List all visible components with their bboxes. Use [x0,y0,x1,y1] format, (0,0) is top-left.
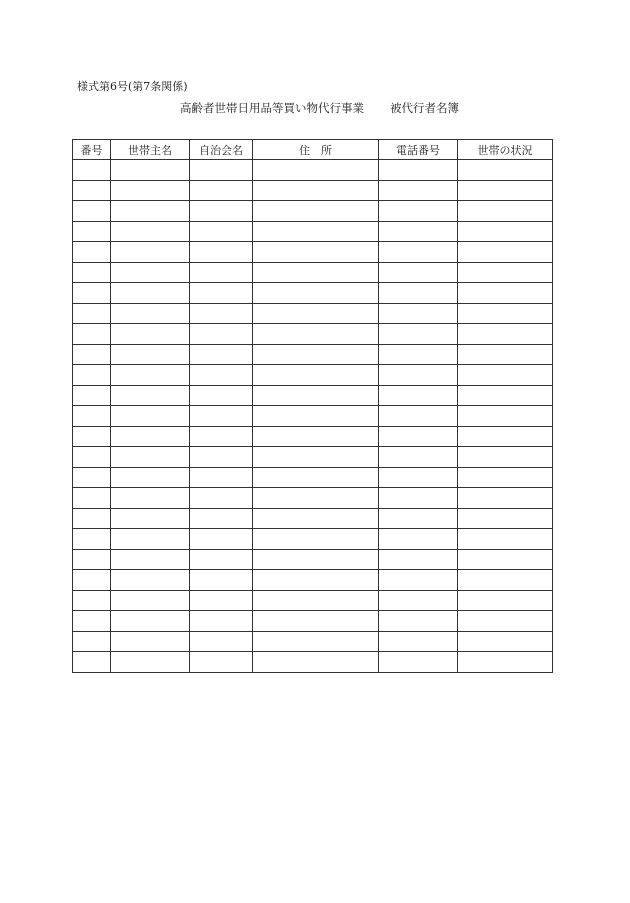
header-row [73,140,553,160]
household-status-cell [458,365,553,386]
neighborhood-association-cell [190,160,253,181]
address-cell [253,467,379,488]
address-cell [253,324,379,345]
neighborhood-association-cell [190,488,253,509]
householder-name-cell [111,324,190,345]
phone-number-cell [379,303,458,324]
address-cell [253,160,379,181]
householder-name-cell [111,160,190,181]
number-cell [73,160,111,181]
table-row [73,283,553,304]
neighborhood-association-cell [190,283,253,304]
table-row [73,324,553,345]
householder-name-cell [111,611,190,632]
table-row [73,529,553,550]
householder-name-cell [111,180,190,201]
phone-number-cell [379,529,458,550]
address-cell [253,385,379,406]
number-cell [73,406,111,427]
householder-name-cell [111,652,190,673]
address-cell [253,283,379,304]
household-status-cell [458,488,553,509]
householder-name-cell [111,221,190,242]
phone-number-cell [379,590,458,611]
neighborhood-association-cell [190,611,253,632]
number-cell [73,221,111,242]
address-cell [253,631,379,652]
phone-number-cell [379,447,458,468]
household-status-cell [458,221,553,242]
householder-name-cell [111,365,190,386]
householder-name-cell [111,385,190,406]
table-row [73,590,553,611]
col-header-phone-number: 電話番号 [379,140,458,160]
table-row [73,426,553,447]
phone-number-cell [379,508,458,529]
address-cell [253,406,379,427]
phone-number-cell [379,283,458,304]
col-header-neighborhood-association: 自治会名 [190,140,253,160]
phone-number-cell [379,385,458,406]
address-cell [253,344,379,365]
address-cell [253,570,379,591]
address-cell [253,180,379,201]
phone-number-cell [379,549,458,570]
household-status-cell [458,590,553,611]
table-row [73,221,553,242]
address-cell [253,262,379,283]
householder-name-cell [111,508,190,529]
household-status-cell [458,242,553,263]
phone-number-cell [379,426,458,447]
table-row [73,549,553,570]
number-cell [73,180,111,201]
neighborhood-association-cell [190,529,253,550]
number-cell [73,590,111,611]
col-header-address: 住 所 [253,140,379,160]
phone-number-cell [379,467,458,488]
table-row [73,365,553,386]
address-cell [253,365,379,386]
table-row [73,570,553,591]
table-row [73,652,553,673]
household-status-cell [458,570,553,591]
household-status-cell [458,385,553,406]
householder-name-cell [111,262,190,283]
household-status-cell [458,529,553,550]
neighborhood-association-cell [190,385,253,406]
number-cell [73,652,111,673]
phone-number-cell [379,611,458,632]
number-cell [73,344,111,365]
number-cell [73,570,111,591]
household-status-cell [458,508,553,529]
householder-name-cell [111,467,190,488]
number-cell [73,283,111,304]
title-sub: 被代行者名簿 [390,101,459,115]
household-status-cell [458,447,553,468]
household-status-cell [458,160,553,181]
address-cell [253,242,379,263]
document-title [180,101,459,115]
number-cell [73,549,111,570]
neighborhood-association-cell [190,242,253,263]
householder-name-cell [111,549,190,570]
number-cell [73,447,111,468]
title-main: 高齢者世帯日用品等買い物代行事業 [180,101,364,115]
form-number: 様式第6号(第7条関係) [77,80,188,93]
number-cell [73,242,111,263]
householder-name-cell [111,590,190,611]
phone-number-cell [379,242,458,263]
neighborhood-association-cell [190,426,253,447]
phone-number-cell [379,570,458,591]
household-status-cell [458,262,553,283]
address-cell [253,303,379,324]
household-status-cell [458,467,553,488]
household-status-cell [458,611,553,632]
col-header-number: 番号 [73,140,111,160]
number-cell [73,385,111,406]
table-row [73,344,553,365]
householder-name-cell [111,529,190,550]
neighborhood-association-cell [190,303,253,324]
neighborhood-association-cell [190,467,253,488]
table-row [73,488,553,509]
phone-number-cell [379,365,458,386]
number-cell [73,508,111,529]
householder-name-cell [111,488,190,509]
householder-name-cell [111,344,190,365]
address-cell [253,201,379,222]
phone-number-cell [379,406,458,427]
number-cell [73,303,111,324]
neighborhood-association-cell [190,508,253,529]
household-status-cell [458,549,553,570]
number-cell [73,529,111,550]
household-status-cell [458,324,553,345]
household-status-cell [458,201,553,222]
neighborhood-association-cell [190,324,253,345]
neighborhood-association-cell [190,570,253,591]
householder-name-cell [111,447,190,468]
address-cell [253,611,379,632]
address-cell [253,508,379,529]
number-cell [73,365,111,386]
phone-number-cell [379,201,458,222]
neighborhood-association-cell [190,344,253,365]
phone-number-cell [379,488,458,509]
address-cell [253,549,379,570]
table-row [73,631,553,652]
neighborhood-association-cell [190,590,253,611]
table-row [73,180,553,201]
neighborhood-association-cell [190,652,253,673]
householder-name-cell [111,303,190,324]
neighborhood-association-cell [190,549,253,570]
table-row [73,242,553,263]
number-cell [73,488,111,509]
address-cell [253,652,379,673]
neighborhood-association-cell [190,365,253,386]
neighborhood-association-cell [190,406,253,427]
table-row [73,303,553,324]
address-cell [253,447,379,468]
table-row [73,508,553,529]
number-cell [73,611,111,632]
phone-number-cell [379,262,458,283]
number-cell [73,467,111,488]
number-cell [73,426,111,447]
householder-name-cell [111,201,190,222]
phone-number-cell [379,180,458,201]
household-status-cell [458,631,553,652]
householder-name-cell [111,242,190,263]
household-status-cell [458,406,553,427]
table-row [73,406,553,427]
householder-name-cell [111,631,190,652]
household-status-cell [458,303,553,324]
address-cell [253,529,379,550]
phone-number-cell [379,160,458,181]
roster-body [73,160,553,673]
number-cell [73,262,111,283]
household-status-cell [458,344,553,365]
address-cell [253,221,379,242]
householder-name-cell [111,570,190,591]
address-cell [253,426,379,447]
neighborhood-association-cell [190,262,253,283]
neighborhood-association-cell [190,447,253,468]
phone-number-cell [379,221,458,242]
household-status-cell [458,426,553,447]
address-cell [253,590,379,611]
neighborhood-association-cell [190,180,253,201]
number-cell [73,201,111,222]
neighborhood-association-cell [190,631,253,652]
householder-name-cell [111,406,190,427]
number-cell [73,324,111,345]
table-row [73,611,553,632]
household-status-cell [458,180,553,201]
table-row [73,467,553,488]
table-row [73,160,553,181]
address-cell [253,488,379,509]
col-header-household-status: 世帯の状況 [458,140,553,160]
household-status-cell [458,652,553,673]
table-row [73,385,553,406]
phone-number-cell [379,631,458,652]
col-header-householder-name: 世帯主名 [111,140,190,160]
table-row [73,447,553,468]
phone-number-cell [379,344,458,365]
householder-name-cell [111,426,190,447]
household-status-cell [458,283,553,304]
householder-name-cell [111,283,190,304]
roster-table [72,139,553,673]
neighborhood-association-cell [190,221,253,242]
neighborhood-association-cell [190,201,253,222]
table-row [73,201,553,222]
number-cell [73,631,111,652]
table-row [73,262,553,283]
phone-number-cell [379,324,458,345]
phone-number-cell [379,652,458,673]
